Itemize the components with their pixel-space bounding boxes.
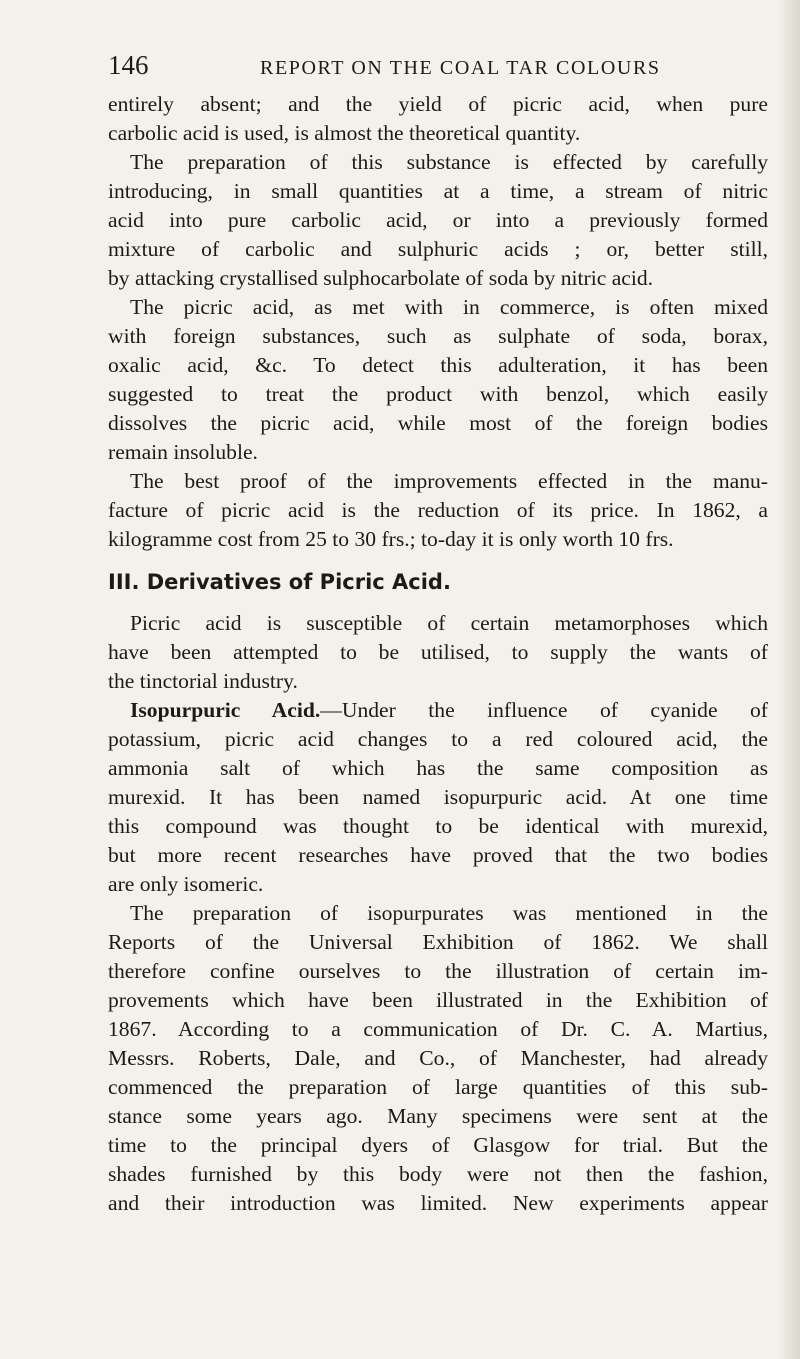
text-line: shades furnished by this body were not then the fashion, (108, 1162, 768, 1186)
paragraph-4 (108, 467, 768, 554)
text-line: The preparation of isopurpurates was mentioned in the (130, 901, 768, 925)
text-line: by attacking crystallised sulphocarbolate of soda by nitric acid. (108, 266, 654, 290)
text-line: facture of picric acid is the reduction of its price. In 1862, a (108, 498, 768, 522)
subsection-title: Isopurpuric Acid. (130, 698, 321, 722)
text-line (108, 696, 768, 725)
text-line: and their introduction was limited. New experiments appear (108, 1191, 768, 1215)
text-line: 1867. According to a communication of Dr. C. A. Martius, (108, 1017, 768, 1041)
text-line: carbolic acid is used, is almost the theoretical quantity. (108, 121, 581, 145)
text-line: oxalic acid, &c. To detect this adulteration, it has been (108, 353, 768, 377)
text-line: dissolves the picric acid, while most of the foreign bodies (108, 411, 768, 435)
paragraph-3 (108, 293, 768, 467)
page (108, 50, 768, 1218)
text-line: the tinctorial industry. (108, 669, 298, 693)
paragraph-2 (108, 148, 768, 293)
text-line: mixture of carbolic and sulphuric acids ; or, better still, (108, 237, 768, 261)
text-line: but more recent researches have proved that the two bodies (108, 843, 768, 867)
text-line: therefore confine ourselves to the illustration of certain im- (108, 959, 768, 983)
section-heading: III. Derivatives of Picric Acid. (108, 570, 451, 594)
text-line: have been attempted to be utilised, to supply the wants of (108, 640, 768, 664)
paragraph-7 (108, 899, 768, 1218)
paragraph-5 (108, 609, 768, 696)
text-fragment: —Under the influence of cyanide of (320, 698, 768, 722)
text-line: The preparation of this substance is effected by carefully (130, 150, 768, 174)
text-line: entirely absent; and the yield of picric acid, when pure (108, 92, 768, 116)
text-line: time to the principal dyers of Glasgow for trial. But the (108, 1133, 768, 1157)
text-line: The best proof of the improvements effected in the manu- (130, 469, 768, 493)
paragraph-6 (108, 696, 768, 899)
text-line: murexid. It has been named isopurpuric acid. At one time (108, 785, 768, 809)
text-line: The picric acid, as met with in commerce, is often mixed (130, 295, 768, 319)
text-line: kilogramme cost from 25 to 30 frs.; to-day it is only worth 10 frs. (108, 527, 674, 551)
text-line: introducing, in small quantities at a time, a stream of nitric (108, 179, 768, 203)
body-text (108, 90, 768, 1218)
page-edge-shadow (778, 0, 800, 1359)
text-line: provements which have been illustrated in the Exhibition of (108, 988, 768, 1012)
text-line: with foreign substances, such as sulphate of soda, borax, (108, 324, 768, 348)
text-line: ammonia salt of which has the same composition as (108, 756, 768, 780)
running-title: REPORT ON THE COAL TAR COLOURS (260, 57, 661, 79)
text-line: this compound was thought to be identical with murexid, (108, 814, 768, 838)
text-line: Picric acid is susceptible of certain metamorphoses which (130, 611, 768, 635)
text-line: commenced the preparation of large quantities of this sub- (108, 1075, 768, 1099)
text-line: suggested to treat the product with benzol, which easily (108, 382, 768, 406)
page-number: 146 (108, 50, 149, 80)
text-line: acid into pure carbolic acid, or into a previously formed (108, 208, 768, 232)
text-line: stance some years ago. Many specimens were sent at the (108, 1104, 768, 1128)
paragraph-1 (108, 90, 768, 148)
text-line: Reports of the Universal Exhibition of 1862. We shall (108, 930, 768, 954)
text-line: Messrs. Roberts, Dale, and Co., of Manchester, had already (108, 1046, 768, 1070)
text-line: remain insoluble. (108, 440, 258, 464)
running-head (108, 50, 768, 90)
text-line: are only isomeric. (108, 872, 264, 896)
text-line: potassium, picric acid changes to a red coloured acid, the (108, 727, 768, 751)
